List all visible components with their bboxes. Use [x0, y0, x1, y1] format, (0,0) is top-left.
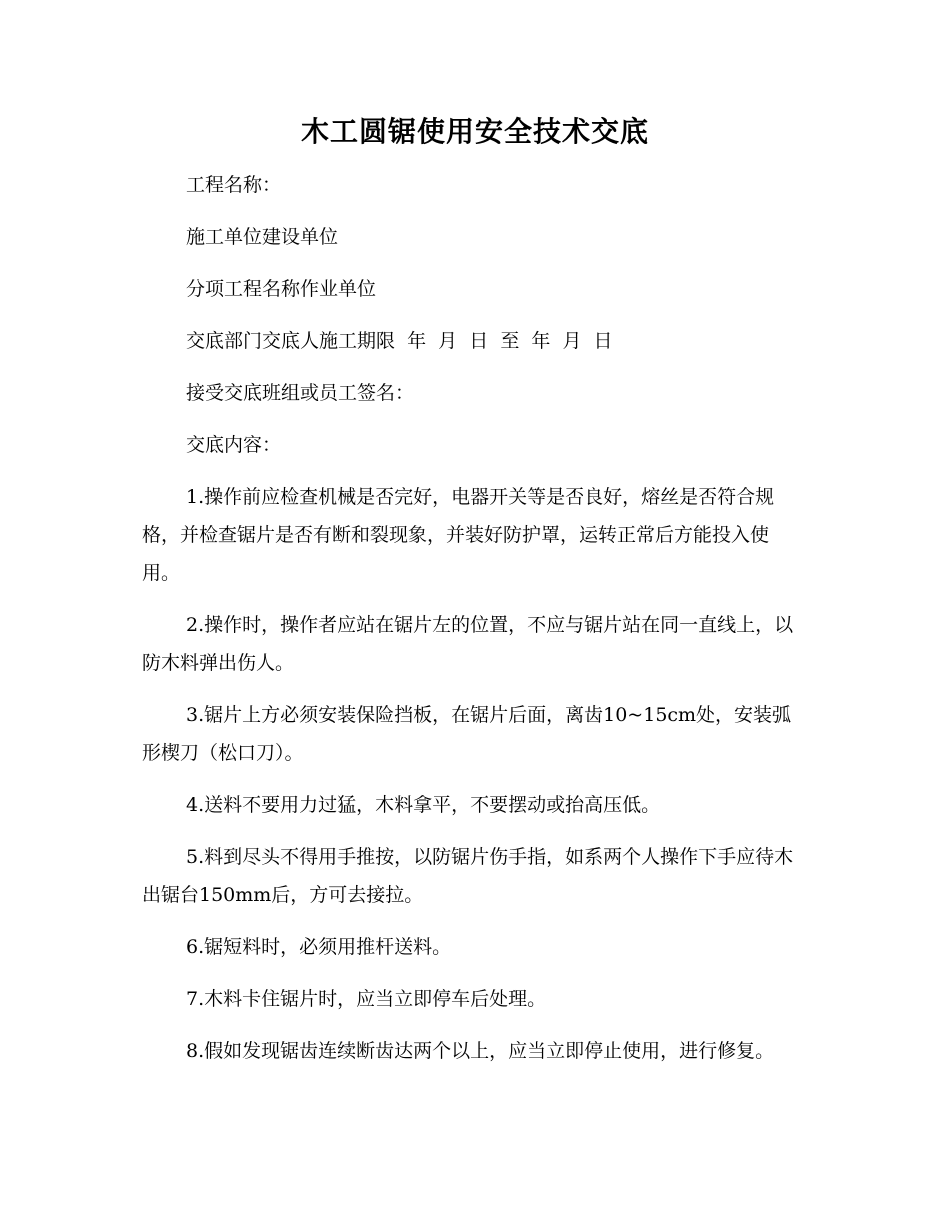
item-6: 6.锯短料时，必须用推杆送料。 [186, 936, 452, 958]
item-3: 3.锯片上方必须安装保险挡板，在锯片后面，离齿10~15cm处，安装弧形楔刀（松口刀）。 [142, 704, 792, 764]
item-2: 2.操作时，操作者应站在锯片左的位置，不应与锯片站在同一直线上，以防木料弹出伤人。 [142, 614, 794, 674]
document-body [142, 166, 806, 1084]
item-7: 7.木料卡住锯片时，应当立即停车后处理。 [186, 988, 547, 1010]
field-subproject-name: 分项工程名称作业单位 [186, 278, 377, 300]
item-5: 5.料到尽头不得用手推按，以防锯片伤手指，如系两个人操作下手应待木出锯台150mm后，方可去接拉。 [142, 846, 794, 906]
item-1: 1.操作前应检查机械是否完好，电器开关等是否良好，熔丝是否符合规格，并检查锯片是否有断和裂现象，并装好防护罩，运转正常后方能投入使用。 [142, 486, 775, 584]
field-briefing-content: 交底内容： [186, 434, 282, 456]
item-8: 8.假如发现锯齿连续断齿达两个以上，应当立即停止使用，进行修复。 [186, 1040, 775, 1062]
document-title: 木工圆锯使用安全技术交底 [300, 115, 649, 148]
item-4: 4.送料不要用力过猛，木料拿平，不要摆动或抬高压低。 [186, 794, 661, 816]
field-signature: 接受交底班组或员工签名： [186, 382, 415, 404]
field-construction-unit: 施工单位建设单位 [186, 226, 339, 248]
field-briefing-department: 交底部门交底人施工期限 年 月 日 至 年 月 日 [186, 330, 613, 352]
field-project-name: 工程名称： [186, 174, 282, 196]
